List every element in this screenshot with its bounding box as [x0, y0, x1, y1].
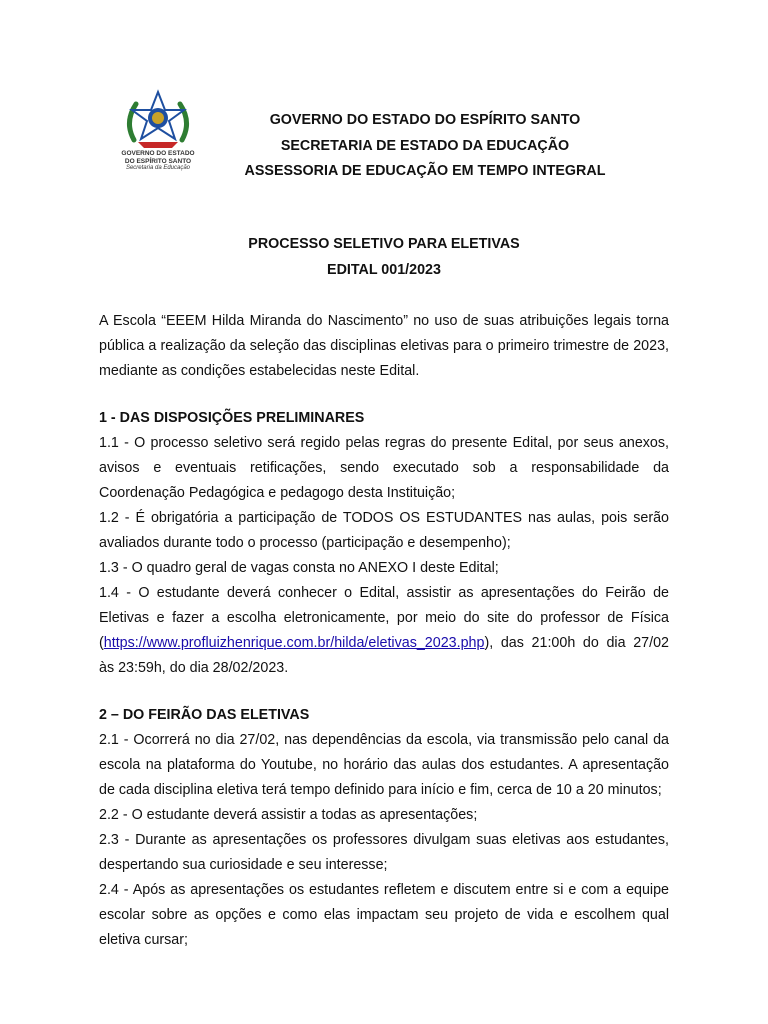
document-title [200, 232, 568, 283]
section1-item1: 1.1 - O processo seletivo será regido pelas regras do presente Edital, por seus anexos, avisos e eventuais retificações, sendo executado sob a responsabilidade da Coordenação Pedagógica e pedagogo desta Instituição; [99, 435, 669, 501]
section1-item2: 1.2 - É obrigatória a participação de TODOS OS ESTUDANTES nas aulas, pois serão avaliados durante todo o processo (participação e desempenho); [99, 510, 669, 551]
section2-heading: 2 – DO FEIRÃO DAS ELETIVAS [99, 707, 310, 723]
intro-paragraph: A Escola “EEEM Hilda Miranda do Nascimento” no uso de suas atribuições legais torna pública a realização da seleção das disciplinas eletivas para o primeiro trimestre de 2023, mediante as condições estabelecidas neste Edital. [99, 313, 669, 379]
header-government: GOVERNO DO ESTADO DO ESPÍRITO SANTO [269, 112, 581, 128]
header-secretariat: SECRETARIA DE ESTADO DA EDUCAÇÃO [280, 137, 570, 154]
logo-caption [112, 150, 204, 173]
eletivas-link[interactable]: https://www.profluizhenrique.com.br/hilda/eletivas_2023.php [103, 635, 485, 651]
title-process: PROCESSO SELETIVO PARA ELETIVAS [248, 236, 520, 252]
logo-caption-line3: Secretaria da Educação [125, 165, 191, 171]
section1-heading: 1 - DAS DISPOSIÇÕES PRELIMINARES [99, 410, 365, 426]
section2-item3: 2.3 - Durante as apresentações os professores divulgam suas eletivas aos estudantes, despertando sua curiosidade e seu interesse; [99, 832, 669, 873]
section2-item4: 2.4 - Após as apresentações os estudantes refletem e discutem entre si e com a equipe escolar sobre as opções e como elas impactam seu projeto de vida e escolhem qual eletiva cursar; [99, 882, 669, 948]
header-assessoria: ASSESSORIA DE EDUCAÇÃO EM TEMPO INTEGRAL [244, 163, 606, 179]
logo-caption-line2: DO ESPÍRITO SANTO [124, 157, 192, 165]
document-header [200, 108, 650, 185]
section1-item4 [99, 581, 669, 681]
section1-item3: 1.3 - O quadro geral de vagas consta no ANEXO I deste Edital; [99, 560, 499, 576]
section1-item4-text-end: ), das 21:00h do dia 27/02 às 23:59h, do dia 28/02/2023. [99, 635, 669, 676]
document-body [99, 309, 669, 953]
section1-item4-text: 1.4 - O estudante deverá conhecer o Edital, assistir as apresentações do Feirão de Eletivas e fazer a escolha eletronicamente, por meio do site do professor de Física ( [99, 585, 669, 651]
title-edital: EDITAL 001/2023 [327, 261, 441, 278]
logo-caption-line1: GOVERNO DO ESTADO [121, 150, 195, 157]
section2-item2: 2.2 - O estudante deverá assistir a todas as apresentações; [99, 807, 478, 823]
section2-item1: 2.1 - Ocorrerá no dia 27/02, nas dependências da escola, via transmissão pelo canal da escola na plataforma do Youtube, no horário das aulas dos estudantes. A apresentação de cada disciplina eletiva terá tempo definido para início e fim, cerca de 10 a 20 minutos; [99, 732, 669, 798]
